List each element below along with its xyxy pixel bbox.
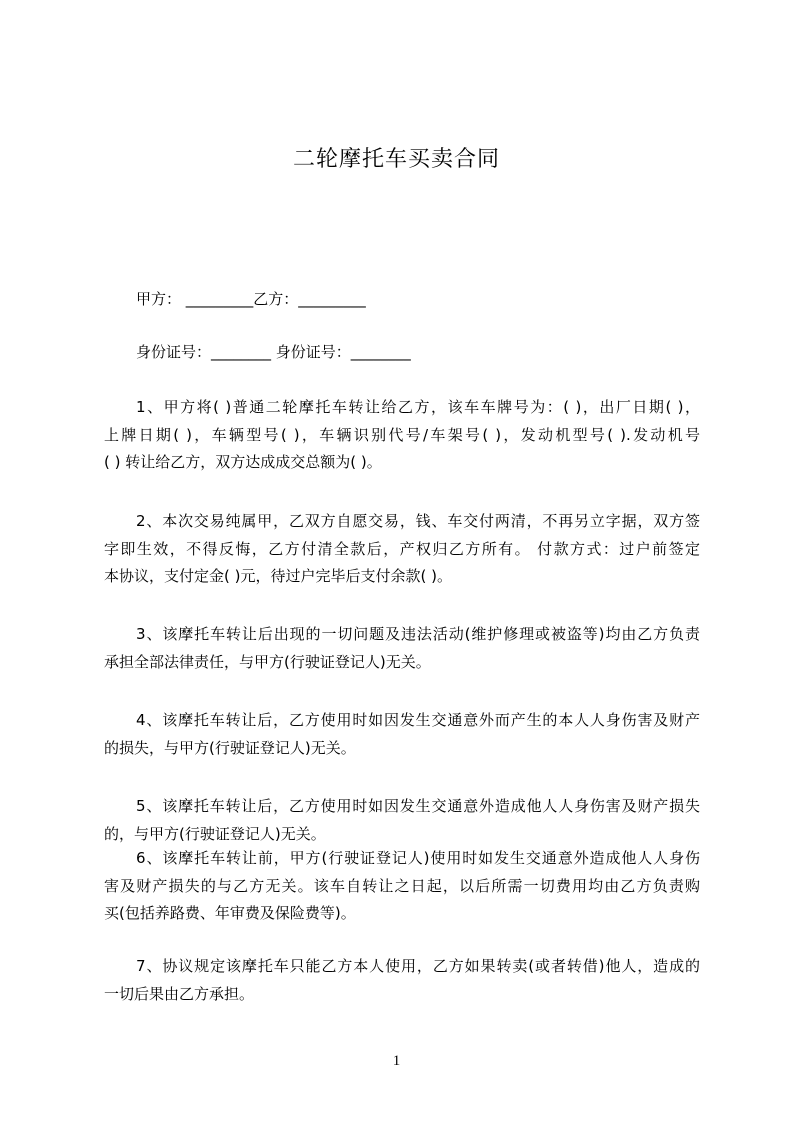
document-title: 二轮摩托车买卖合同: [292, 147, 500, 172]
clause-line: 承担全部法律责任，与甲方(行驶证登记人)无关。: [104, 652, 431, 671]
clause-1: [104, 394, 700, 477]
clause-line: 害及财产损失的与乙方无关。该车自转让之日起，以后所需一切费用均由乙方负责购: [104, 876, 700, 895]
parties-line: [104, 286, 700, 314]
clause-7: [104, 953, 700, 1008]
clause-4: [104, 707, 700, 762]
clause-3: [104, 621, 700, 676]
clause-line: 6、该摩托车转让前，甲方(行驶证登记人)使用时如发生交通意外造成他人人身伤: [136, 849, 700, 867]
clause-6: [104, 845, 700, 928]
clause-line: 4、该摩托车转让后，乙方使用时如因发生交通意外而产生的本人人身伤害及财产: [136, 711, 700, 729]
clause-line: 3、该摩托车转让后出现的一切问题及违法活动(维护修理或被盗等)均由乙方负责: [136, 625, 700, 643]
clause-line: 1、甲方将( )普通二轮摩托车转让给乙方，该车车牌号为：( )，出厂日期( )，: [136, 398, 700, 416]
id-number-line: [104, 339, 700, 367]
clause-line: 7、协议规定该摩托车只能乙方本人使用，乙方如果转卖(或者转借)他人，造成的: [136, 957, 700, 975]
page-number: 1: [392, 1053, 401, 1069]
clause-5: [104, 793, 700, 848]
clause-line: 一切后果由乙方承担。: [104, 984, 255, 1003]
parties-text: 甲方： _________乙方：_________: [136, 290, 366, 308]
clause-line: 的损失，与甲方(行驶证登记人)无关。: [104, 738, 356, 757]
clause-line: 本协议，支付定金( )元，待过户完毕后支付余款( )。: [104, 567, 452, 585]
clause-line: 上牌日期( )，车辆型号( )，车辆识别代号/车架号( )，发动机型号( ).发动机号: [104, 425, 700, 444]
id-number-text: 身份证号：________ 身份证号：________: [136, 343, 411, 361]
clause-line: 2、本次交易纯属甲，乙双方自愿交易，钱、车交付两清，不再另立字据，双方签: [136, 512, 700, 530]
clause-line: 5、该摩托车转让后，乙方使用时如因发生交通意外造成他人人身伤害及财产损失: [136, 797, 700, 815]
clause-2: [104, 508, 700, 591]
clause-line: 字即生效，不得反悔，乙方付清全款后，产权归乙方所有。 付款方式：过户前签定: [104, 539, 700, 558]
clause-line: 的，与甲方(行驶证登记人)无关。: [104, 824, 326, 843]
clause-line: 买(包括养路费、年审费及保险费等)。: [104, 904, 356, 922]
clause-line: ( ) 转让给乙方，双方达成成交总额为( )。: [104, 453, 382, 471]
